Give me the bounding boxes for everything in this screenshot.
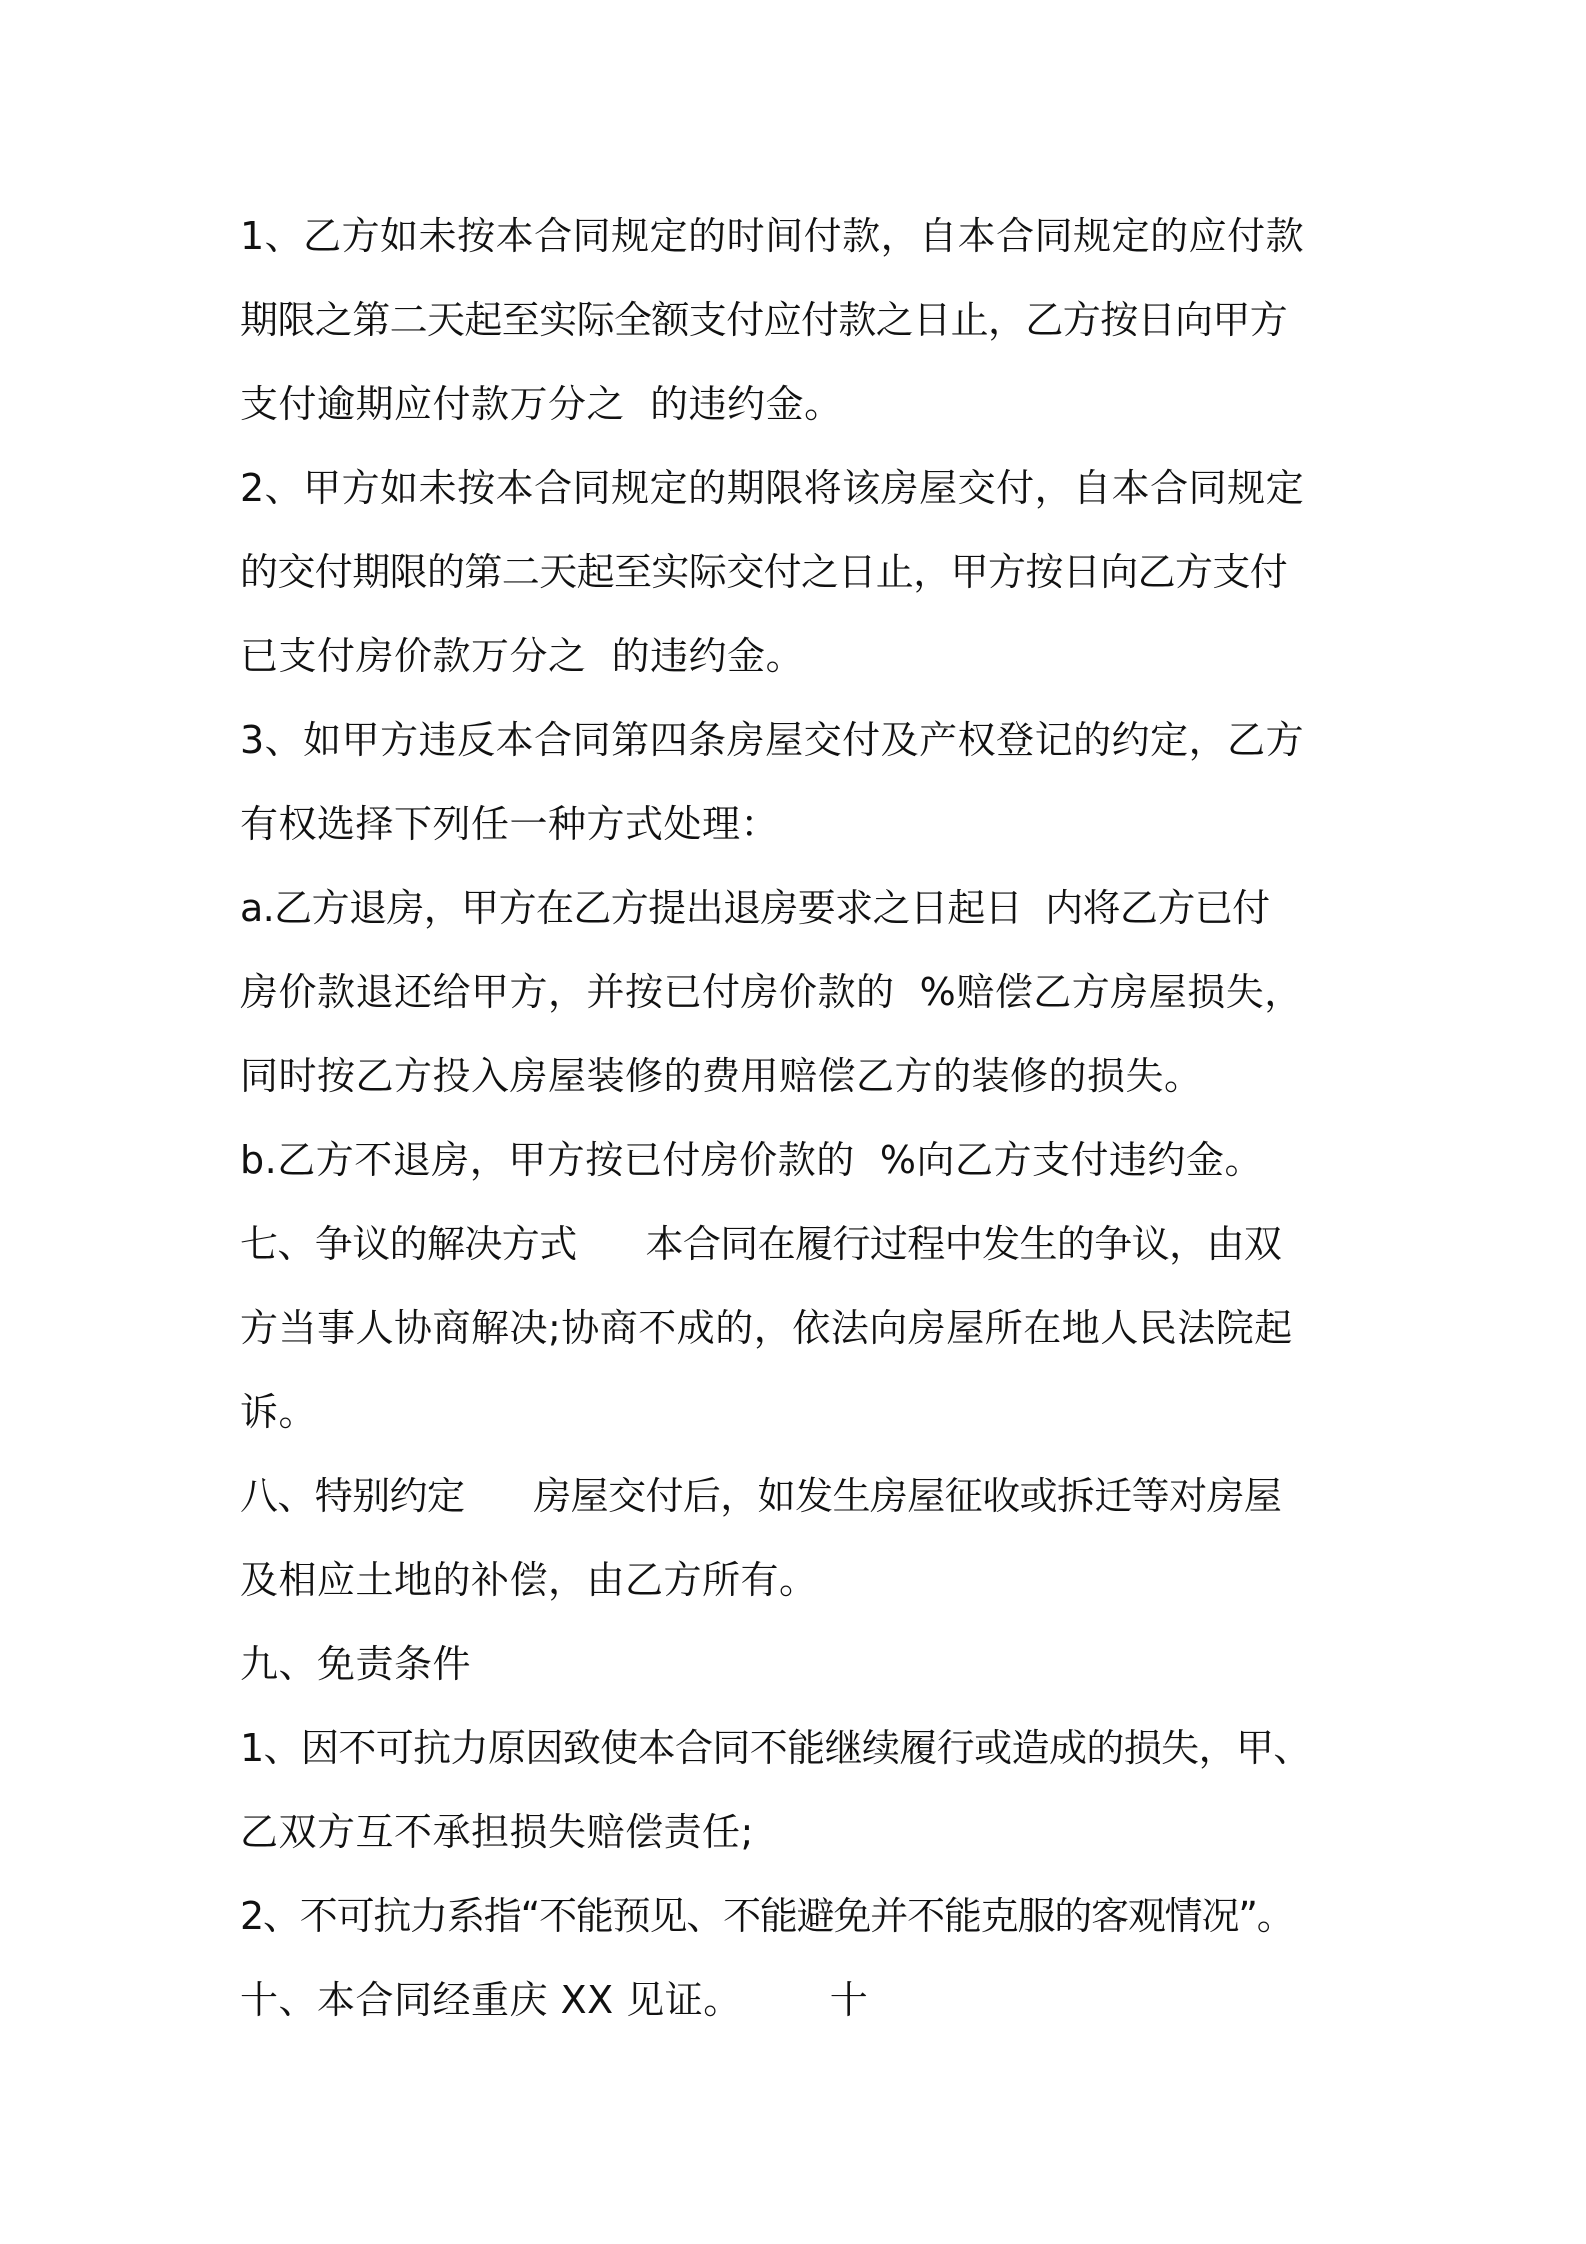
- text-line: 支付逾期应付款万分之 的违约金。: [240, 382, 843, 426]
- text-line: 及相应土地的补偿，由乙方所有。: [240, 1558, 818, 1602]
- text-line: 1、因不可抗力原因致使本合同不能继续履行或造成的损失，甲、: [240, 1726, 1311, 1770]
- text-line: 同时按乙方投入房屋装修的费用赔偿乙方的装修的损失。: [240, 1054, 1203, 1098]
- text-line: 八、特别约定 房屋交付后，如发生房屋征收或拆迁等对房屋: [240, 1474, 1282, 1518]
- text-line: 3、如甲方违反本合同第四条房屋交付及产权登记的约定，乙方: [240, 718, 1305, 762]
- text-line: 七、争议的解决方式 本合同在履行过程中发生的争议，由双: [240, 1222, 1282, 1266]
- text-line: 期限之第二天起至实际全额支付应付款之日止，乙方按日向甲方: [240, 298, 1288, 342]
- text-line: 十、本合同经重庆 XX 见证。 十: [240, 1978, 869, 2022]
- text-line: b.乙方不退房，甲方按已付房价款的 %向乙方支付违约金。: [240, 1138, 1263, 1182]
- text-line: 1、乙方如未按本合同规定的时间付款，自本合同规定的应付款: [240, 214, 1305, 258]
- text-line: 方当事人协商解决;协商不成的，依法向房屋所在地人民法院起: [240, 1306, 1293, 1350]
- text-line: 有权选择下列任一种方式处理：: [240, 802, 780, 846]
- text-line: 已支付房价款万分之 的违约金。: [240, 634, 805, 678]
- text-line: 2、甲方如未按本合同规定的期限将该房屋交付，自本合同规定: [240, 466, 1305, 510]
- text-line: a.乙方退房，甲方在乙方提出退房要求之日起日 内将乙方已付: [240, 886, 1270, 930]
- text-line: 的交付期限的第二天起至实际交付之日止，甲方按日向乙方支付: [240, 550, 1288, 594]
- text-line: 2、不可抗力系指“不能预见、不能避免并不能克服的客观情况”。: [240, 1894, 1294, 1938]
- text-line: 九、免责条件: [240, 1642, 472, 1686]
- text-line: 房价款退还给甲方，并按已付房价款的 %赔偿乙方房屋损失，: [240, 970, 1303, 1014]
- text-line: 诉。: [240, 1390, 318, 1434]
- document-body: [240, 194, 1360, 2042]
- text-line: 乙双方互不承担损失赔偿责任;: [240, 1810, 754, 1854]
